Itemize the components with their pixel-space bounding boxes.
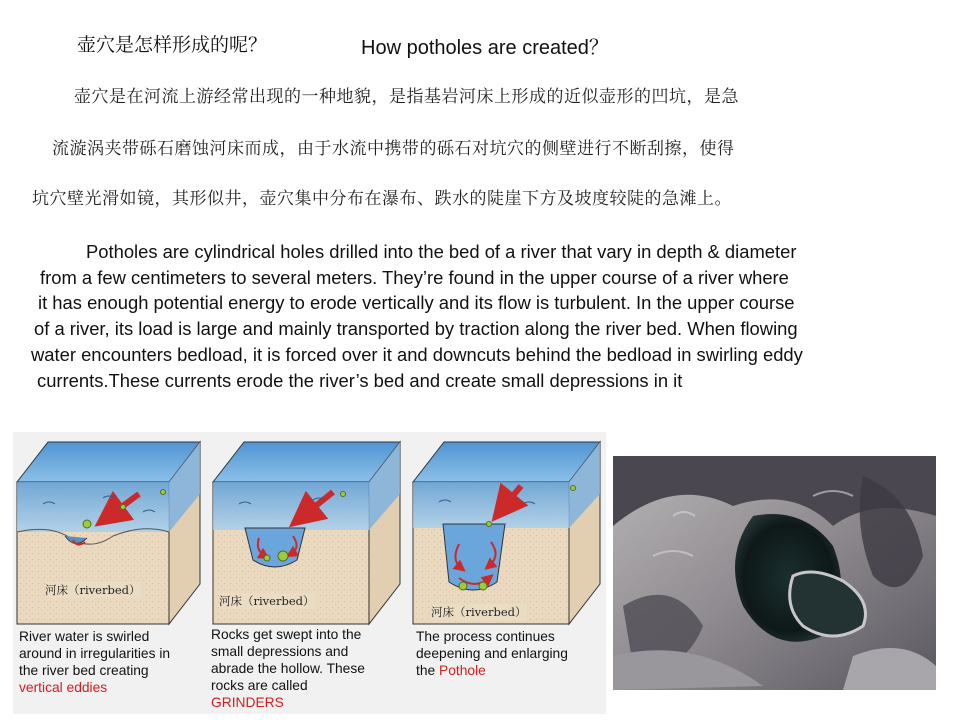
en-paragraph-line-1: Potholes are cylindrical holes drilled into the bed of a river that vary in depth & diameter bbox=[86, 241, 797, 262]
zh-paragraph-line-1: 壶穴是在河流上游经常出现的一种地貌，是指基岩河床上形成的近似壶形的凹坑，是急 bbox=[74, 87, 739, 107]
zh-paragraph-line-2: 流漩涡夹带砾石磨蚀河床而成，由于水流中携带的砾石对坑穴的侧壁进行不断刮擦，使得 bbox=[52, 139, 735, 159]
panel-1-riverbed-label: 河床（riverbed） bbox=[45, 583, 141, 597]
zh-paragraph-line-3: 坑穴壁光滑如镜，其形似井，壶穴集中分布在瀑布、跌水的陡崖下方及坡度较陡的急滩上。 bbox=[32, 189, 732, 209]
pothole-photo-svg bbox=[613, 456, 936, 690]
pothole-diagram bbox=[13, 432, 606, 714]
pothole-photo bbox=[613, 456, 936, 690]
panel-3-caption bbox=[416, 628, 568, 679]
en-paragraph-line-2: from a few centimeters to several meters. They’re found in the upper course of a river where bbox=[40, 267, 789, 288]
title-english: How potholes are created？ bbox=[361, 37, 609, 59]
diagram-panel-3 bbox=[413, 442, 600, 624]
panel-2-riverbed-label: 河床（riverbed） bbox=[219, 594, 315, 608]
title-chinese: 壶穴是怎样形成的呢？ bbox=[77, 34, 268, 56]
panel-3-caption-highlight: Pothole bbox=[439, 663, 486, 678]
panel-1-caption bbox=[19, 628, 170, 696]
panel-3-caption-text: The process continues deepening and enlarging the bbox=[416, 629, 568, 678]
panel-2-caption bbox=[211, 626, 365, 711]
panel-1-caption-highlight: vertical eddies bbox=[19, 680, 108, 695]
panel-1-caption-text: River water is swirled around in irregularities in the river bed creating bbox=[19, 629, 171, 678]
en-paragraph-line-3: it has enough potential energy to erode vertically and its flow is turbulent. In the upper course bbox=[38, 292, 795, 313]
panel-2-caption-text: Rocks get swept into the small depressions and abrade the hollow. These rocks are called bbox=[211, 627, 365, 693]
en-paragraph-line-5: water encounters bedload, it is forced over it and downcuts behind the bedload in swirling eddy bbox=[31, 344, 803, 365]
panel-2-caption-highlight: GRINDERS bbox=[211, 695, 284, 710]
en-paragraph-line-4: of a river, its load is large and mainly transported by traction along the river bed. When flowing bbox=[34, 318, 798, 339]
panel-3-riverbed-label: 河床（riverbed） bbox=[431, 605, 527, 619]
en-paragraph-line-6: currents.These currents erode the river’s bed and create small depressions in it bbox=[37, 370, 683, 391]
title-row bbox=[0, 30, 960, 60]
